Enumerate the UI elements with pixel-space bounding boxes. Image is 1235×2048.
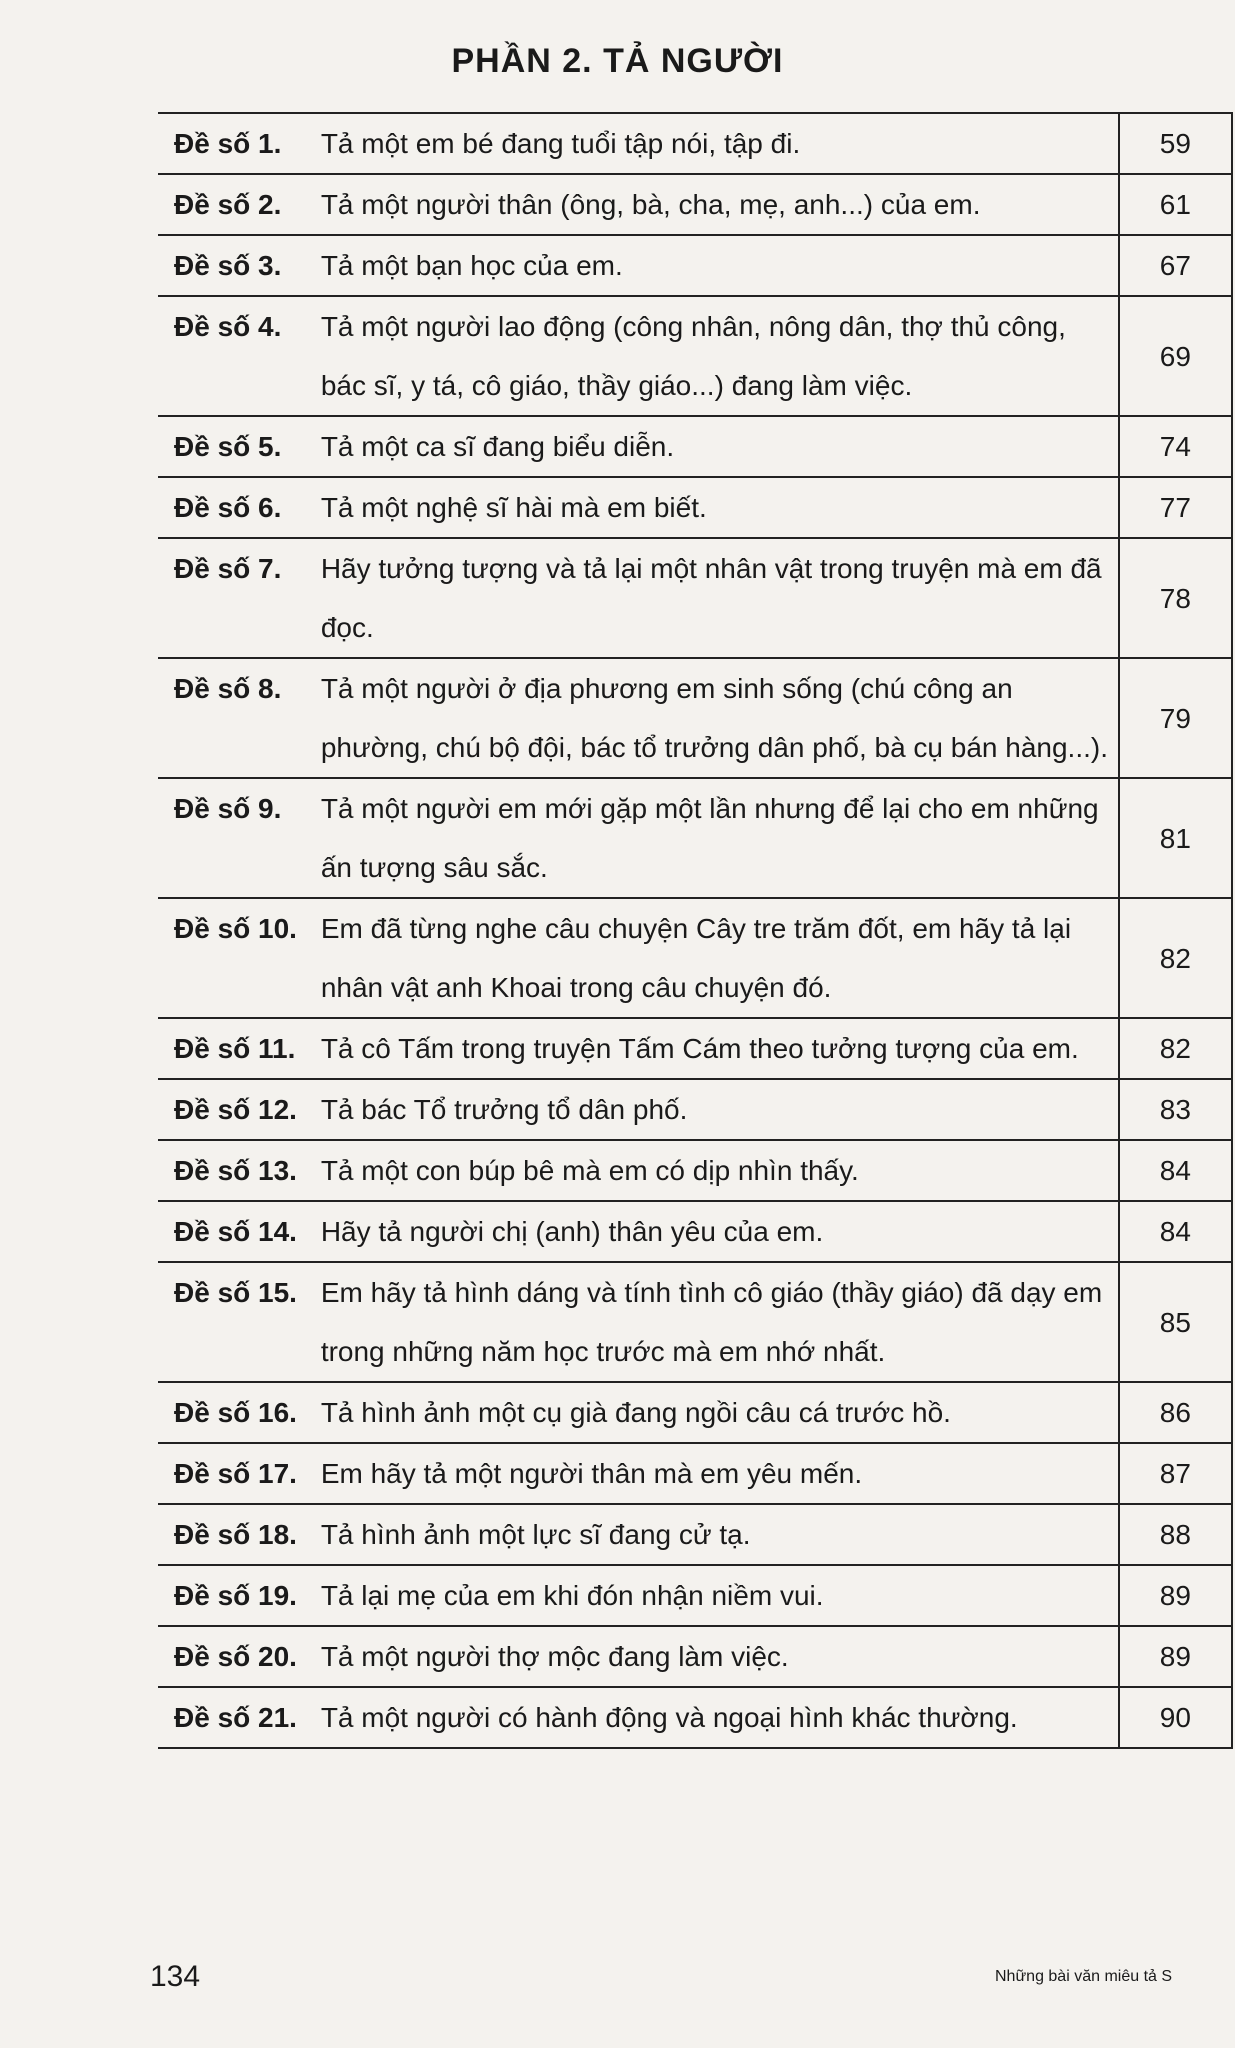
entry-text: Hãy tả người chị (anh) thân yêu của em.: [321, 1201, 1119, 1262]
toc-row: [158, 658, 1232, 778]
entry-page: 85: [1119, 1262, 1232, 1382]
entry-page: 86: [1119, 1382, 1232, 1443]
entry-label: Đề số 7.: [158, 538, 321, 658]
entry-text: Tả một người có hành động và ngoại hình khác thường.: [321, 1687, 1119, 1748]
entry-text: Tả cô Tấm trong truyện Tấm Cám theo tưởng tượng của em.: [321, 1018, 1119, 1079]
entry-text: Tả một người ở địa phương em sinh sống (chú công an phường, chú bộ đội, bác tổ trưởng dân phố, bà cụ bán hàng...).: [321, 658, 1119, 778]
entry-text: Tả một em bé đang tuổi tập nói, tập đi.: [321, 113, 1119, 174]
entry-text: Tả bác Tổ trưởng tổ dân phố.: [321, 1079, 1119, 1140]
entry-text: Em hãy tả hình dáng và tính tình cô giáo (thầy giáo) đã dạy em trong những năm học trước mà em nhớ nhất.: [321, 1262, 1119, 1382]
toc-row: [158, 898, 1232, 1018]
entry-text: Tả một người thân (ông, bà, cha, mẹ, anh...) của em.: [321, 174, 1119, 235]
entry-page: 67: [1119, 235, 1232, 296]
entry-label: Đề số 9.: [158, 778, 321, 898]
entry-text: Tả một con búp bê mà em có dịp nhìn thấy.: [321, 1140, 1119, 1201]
entry-text: Tả một ca sĩ đang biểu diễn.: [321, 416, 1119, 477]
entry-text: Tả một người em mới gặp một lần nhưng để lại cho em những ấn tượng sâu sắc.: [321, 778, 1119, 898]
entry-text: Tả hình ảnh một lực sĩ đang cử tạ.: [321, 1504, 1119, 1565]
entry-text: Tả một bạn học của em.: [321, 235, 1119, 296]
page-number: 134: [150, 1960, 201, 1993]
toc-row: [158, 235, 1232, 296]
entry-label: Đề số 3.: [158, 235, 321, 296]
toc-body: [158, 113, 1232, 1748]
book-title-footer: Những bài văn miêu tả S: [995, 1968, 1173, 1985]
toc-row: [158, 1140, 1232, 1201]
toc-row: [158, 1443, 1232, 1504]
toc-row: [158, 1079, 1232, 1140]
toc-row: [158, 1201, 1232, 1262]
entry-text: Tả lại mẹ của em khi đón nhận niềm vui.: [321, 1565, 1119, 1626]
entry-label: Đề số 13.: [158, 1140, 321, 1201]
toc-row: [158, 1626, 1232, 1687]
entry-page: 88: [1119, 1504, 1232, 1565]
entry-page: 69: [1119, 296, 1232, 416]
entry-page: 90: [1119, 1687, 1232, 1748]
entry-label: Đề số 14.: [158, 1201, 321, 1262]
toc-row: [158, 174, 1232, 235]
entry-text: Tả một người lao động (công nhân, nông dân, thợ thủ công, bác sĩ, y tá, cô giáo, thầy giáo...) đang làm việc.: [321, 296, 1119, 416]
toc-row: [158, 1504, 1232, 1565]
entry-page: 89: [1119, 1626, 1232, 1687]
toc-row: [158, 778, 1232, 898]
toc-table: [158, 112, 1233, 1749]
entry-label: Đề số 6.: [158, 477, 321, 538]
toc-row: [158, 416, 1232, 477]
entry-text: Em hãy tả một người thân mà em yêu mến.: [321, 1443, 1119, 1504]
entry-page: 59: [1119, 113, 1232, 174]
entry-page: 87: [1119, 1443, 1232, 1504]
entry-text: Tả một người thợ mộc đang làm việc.: [321, 1626, 1119, 1687]
entry-label: Đề số 15.: [158, 1262, 321, 1382]
entry-text: Hãy tưởng tượng và tả lại một nhân vật trong truyện mà em đã đọc.: [321, 538, 1119, 658]
entry-label: Đề số 19.: [158, 1565, 321, 1626]
toc-row: [158, 1382, 1232, 1443]
toc-row: [158, 538, 1232, 658]
toc-row: [158, 1565, 1232, 1626]
entry-page: 61: [1119, 174, 1232, 235]
entry-label: Đề số 5.: [158, 416, 321, 477]
entry-text: Tả một nghệ sĩ hài mà em biết.: [321, 477, 1119, 538]
entry-page: 74: [1119, 416, 1232, 477]
entry-page: 78: [1119, 538, 1232, 658]
entry-label: Đề số 4.: [158, 296, 321, 416]
entry-label: Đề số 1.: [158, 113, 321, 174]
entry-page: 79: [1119, 658, 1232, 778]
entry-page: 84: [1119, 1201, 1232, 1262]
entry-label: Đề số 21.: [158, 1687, 321, 1748]
toc-row: [158, 296, 1232, 416]
toc-row: [158, 1262, 1232, 1382]
entry-label: Đề số 16.: [158, 1382, 321, 1443]
entry-label: Đề số 12.: [158, 1079, 321, 1140]
entry-label: Đề số 10.: [158, 898, 321, 1018]
entry-label: Đề số 2.: [158, 174, 321, 235]
entry-label: Đề số 20.: [158, 1626, 321, 1687]
entry-page: 81: [1119, 778, 1232, 898]
entry-page: 83: [1119, 1079, 1232, 1140]
entry-text: Tả hình ảnh một cụ già đang ngồi câu cá trước hồ.: [321, 1382, 1119, 1443]
entry-text: Em đã từng nghe câu chuyện Cây tre trăm đốt, em hãy tả lại nhân vật anh Khoai trong câu chuyện đó.: [321, 898, 1119, 1018]
entry-page: 82: [1119, 898, 1232, 1018]
toc-row: [158, 1687, 1232, 1748]
entry-page: 84: [1119, 1140, 1232, 1201]
toc-row: [158, 477, 1232, 538]
toc-row: [158, 1018, 1232, 1079]
toc-row: [158, 113, 1232, 174]
entry-label: Đề số 18.: [158, 1504, 321, 1565]
entry-page: 89: [1119, 1565, 1232, 1626]
entry-label: Đề số 8.: [158, 658, 321, 778]
entry-label: Đề số 17.: [158, 1443, 321, 1504]
entry-page: 77: [1119, 477, 1232, 538]
entry-label: Đề số 11.: [158, 1018, 321, 1079]
section-title: PHẦN 2. TẢ NGƯỜI: [451, 42, 784, 80]
entry-page: 82: [1119, 1018, 1232, 1079]
